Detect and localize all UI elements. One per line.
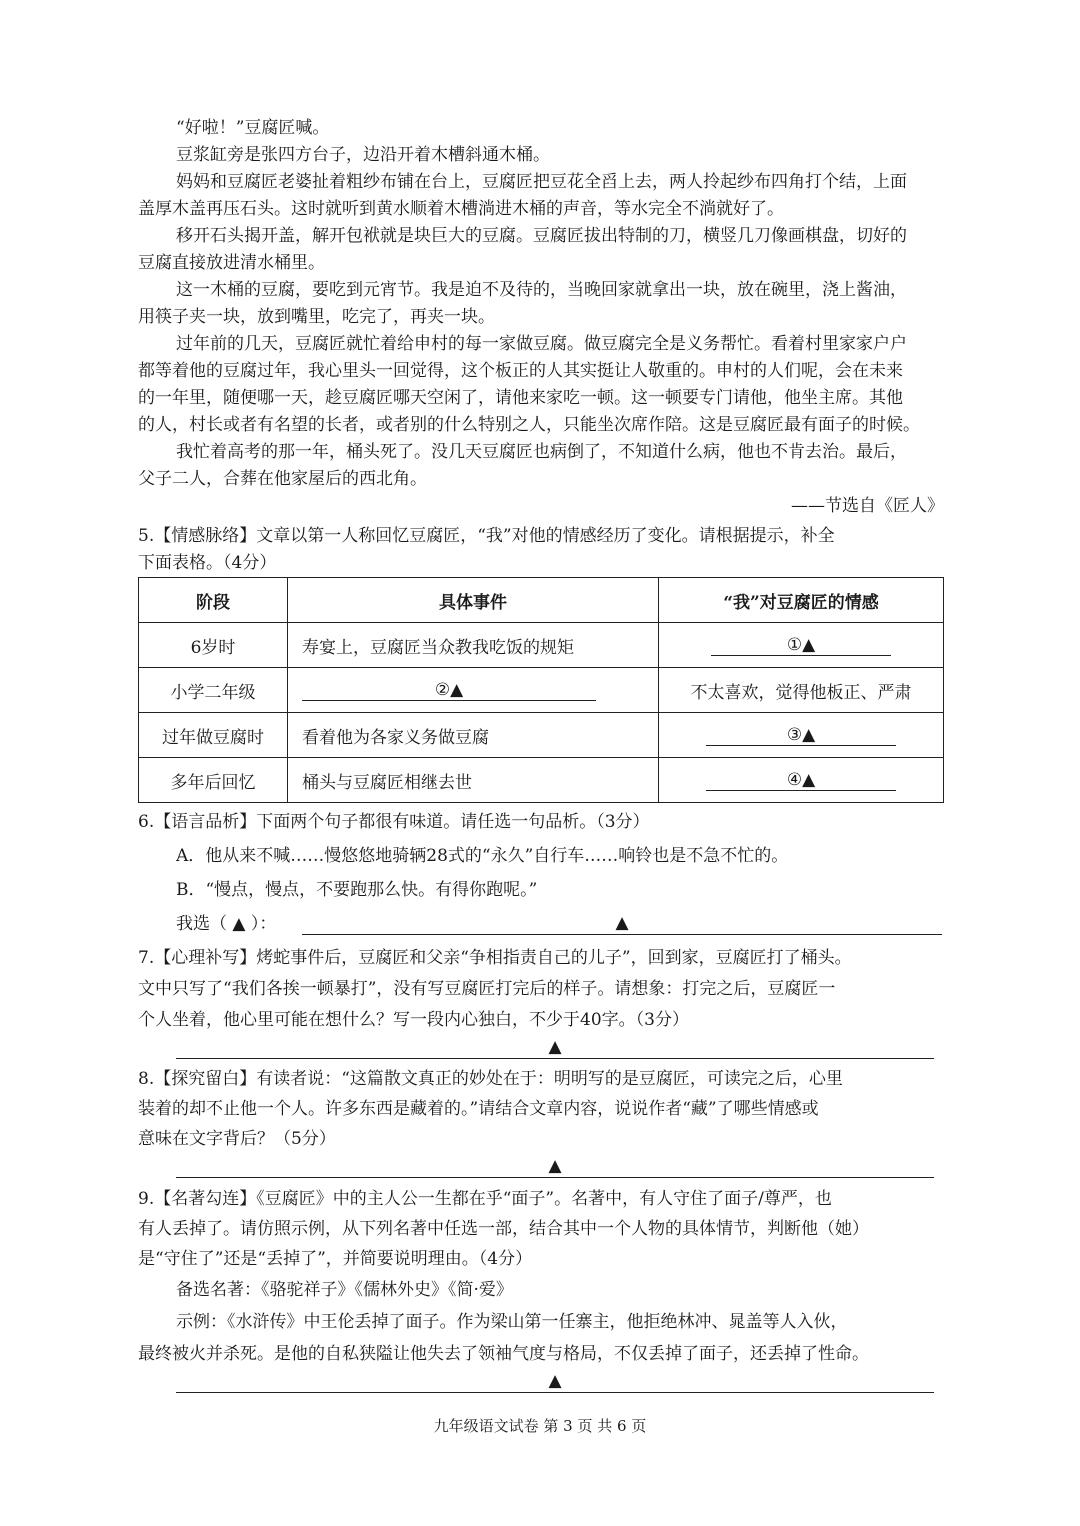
q9-prompt: 9.【名著勾连】《豆腐匠》中的主人公一生都在乎“面子”。名著中，有人守住了面子/尊严，也: [138, 1189, 832, 1209]
answer-blank-1[interactable]: ①▲: [711, 635, 891, 656]
passage-line: 豆浆缸旁是张四方台子，边沿开着木槽斜通木桶。: [176, 145, 550, 165]
passage-line: 用筷子夹一块，放到嘴里，吃完了，再夹一块。: [138, 307, 495, 327]
q8-prompt: 意味在文字背后？（5分）: [138, 1129, 336, 1149]
header-emotion: “我”对豆腐匠的情感: [659, 578, 944, 623]
passage-line: 的人，村长或者有名望的长者，或者别的什么特别之人，只能坐次席作陪。这是豆腐匠最有面子的时候。: [138, 415, 920, 435]
table-row: [139, 713, 944, 758]
q7-prompt: 文中只写了“我们各挨一顿暴打”，没有写豆腐匠打完后的样子。请想象：打完之后，豆腐匠一: [138, 979, 836, 999]
stage-cell: 小学二年级: [139, 668, 288, 713]
q8-answer-line[interactable]: ▲: [176, 1157, 934, 1178]
stage-cell: 多年后回忆: [139, 758, 288, 803]
answer-blank-2[interactable]: ②▲: [302, 680, 596, 701]
header-stage: 阶段: [139, 578, 288, 623]
event-cell: 寿宴上，豆腐匠当众教我吃饭的规矩: [288, 623, 659, 668]
q9-prompt: 有人丢掉了。请仿照示例，从下列名著中任选一部，结合其中一个人物的具体情节，判断他（她）: [138, 1219, 869, 1239]
q7-prompt: 个人坐着，他心里可能在想什么？写一段内心独白，不少于40字。（3分）: [138, 1010, 689, 1030]
q6-prompt: 6.【语言品析】下面两个句子都很有味道。请任选一句品析。（3分）: [138, 812, 650, 832]
q9-example: 示例：《水浒传》中王伦丢掉了面子。作为梁山第一任寨主，他拒绝林冲、晁盖等人入伙，: [176, 1312, 848, 1332]
q9-example-cont: 最终被火并杀死。是他的自私狭隘让他失去了领袖气度与格局，不仅丢掉了面子，还丢掉了性命。: [138, 1344, 869, 1364]
passage-line: “好啦！”豆腐匠喊。: [176, 118, 330, 138]
q9-prompt: 是“守住了”还是“丢掉了”，并简要说明理由。（4分）: [138, 1249, 533, 1269]
passage-line: 豆腐直接放进清水桶里。: [138, 253, 325, 273]
emotion-table: [138, 577, 944, 803]
passage-line: 妈妈和豆腐匠老婆扯着粗纱布铺在台上，豆腐匠把豆花全舀上去，两人拎起纱布四角打个结，上面: [176, 172, 907, 192]
passage-line: 移开石头揭开盖，解开包袱就是块巨大的豆腐。豆腐匠拔出特制的刀，横竖几刀像画棋盘，切好的: [176, 226, 907, 246]
event-cell: 看着他为各家义务做豆腐: [288, 713, 659, 758]
passage-line: 都等着他的豆腐过年，我心里头一回觉得，这个板正的人其实挺让人敬重的。申村的人们呢，会在未来: [138, 361, 903, 381]
passage-source: ——节选自《匠人》: [791, 496, 944, 516]
table-row: [139, 623, 944, 668]
q9-answer-line[interactable]: ▲: [176, 1372, 934, 1393]
passage-line: 我忙着高考的那一年，桶头死了。没几天豆腐匠也病倒了，不知道什么病，他也不肯去治。最后，: [176, 442, 907, 462]
q5-prompt-cont: 下面表格。（4分）: [138, 553, 277, 573]
event-cell: 桶头与豆腐匠相继去世: [288, 758, 659, 803]
answer-blank-4[interactable]: ④▲: [706, 770, 896, 791]
table-header-row: [139, 578, 944, 623]
passage-line: 这一木桶的豆腐，要吃到元宵节。我是迫不及待的，当晚回家就拿出一块，放在碗里，浇上酱油，: [176, 280, 907, 300]
q7-prompt: 7.【心理补写】烤蛇事件后，豆腐匠和父亲“争相指责自己的儿子”，回到家，豆腐匠打了桶头。: [138, 948, 852, 968]
q6-option-a: A．他从来不喊……慢悠悠地骑辆28式的“永久”自行车……响铃也是不急不忙的。: [176, 846, 789, 866]
q6-option-b: B．“慢点，慢点，不要跑那么快。有得你跑呢。”: [176, 880, 538, 900]
passage-line: 的一年里，随便哪一天，趁豆腐匠哪天空闲了，请他来家吃一顿。这一顿要专门请他，他坐主席。其他: [138, 388, 903, 408]
emotion-cell: 不太喜欢，觉得他板正、严肃: [659, 668, 944, 713]
answer-blank-3[interactable]: ③▲: [706, 725, 896, 746]
q9-book-list: 备选名著：《骆驼祥子》《儒林外史》《简·爱》: [176, 1280, 513, 1300]
q7-answer-line[interactable]: ▲: [176, 1038, 934, 1059]
q5-prompt: 5.【情感脉络】文章以第一人称回忆豆腐匠，“我”对他的情感经历了变化。请根据提示，补全: [138, 526, 835, 546]
passage-line: 过年前的几天，豆腐匠就忙着给申村的每一家做豆腐。做豆腐完全是义务帮忙。看着村里家家户户: [176, 334, 907, 354]
table-row: [139, 758, 944, 803]
stage-cell: 6岁时: [139, 623, 288, 668]
header-event: 具体事件: [288, 578, 659, 623]
q6-choose-label: 我选（ ▲ ）：: [176, 914, 277, 934]
page-footer: 九年级语文试卷 第 3 页 共 6 页: [433, 1417, 647, 1435]
passage-line: 父子二人，合葬在他家屋后的西北角。: [138, 469, 427, 489]
q8-prompt: 装着的却不止他一个人。许多东西是藏着的。”请结合文章内容，说说作者“藏”了哪些情感或: [138, 1099, 819, 1119]
q8-prompt: 8.【探究留白】有读者说：“这篇散文真正的妙处在于：明明写的是豆腐匠，可读完之后，心里: [138, 1069, 843, 1089]
q6-answer-line[interactable]: ▲: [302, 914, 942, 935]
stage-cell: 过年做豆腐时: [139, 713, 288, 758]
table-row: [139, 668, 944, 713]
passage-line: 盖厚木盖再压石头。这时就听到黄水顺着木槽淌进木桶的声音，等水完全不淌就好了。: [138, 199, 784, 219]
